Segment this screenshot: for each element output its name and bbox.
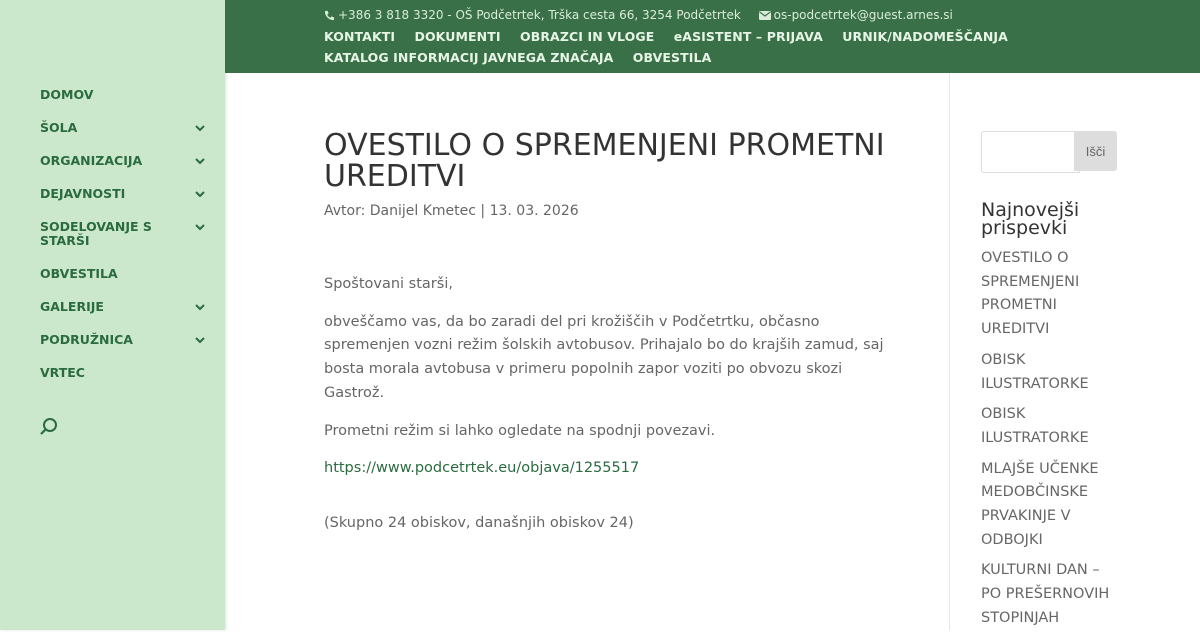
sidebar-item-obvestila[interactable] [40,267,210,281]
chevron-down-icon[interactable] [192,154,208,168]
sidebar-item-sodelovanje[interactable] [40,220,210,248]
nav-obrazci-in-vloge[interactable]: OBRAZCI IN VLOGE [519,29,655,44]
recent-post-link[interactable]: OVESTILO O SPREMENJENI PROMETNI UREDITVI [981,250,1080,338]
phone-address-text: +386 3 818 3320 - OŠ Podčetrtek, Trška cesta 66, 3254 Podčetrtek [338,8,741,22]
chevron-down-icon[interactable] [192,121,208,135]
sidebar-item-label: GALERIJE [40,299,104,314]
post-paragraph: obveščamo vas, da bo zaradi del pri krožiščih v Podčetrtku, občasno spremenjen vozni režim šolskih avtobusov. Prihajalo bo do krajših zamud, saj bosta morala avtobusa v primeru popolnih zapor voziti po obvozu skozi Gastrož. [324,313,884,401]
post-meta: Avtor: Danijel Kmetec | 13. 03. 2026 [324,203,579,219]
top-header-bar [225,0,1200,73]
sidebar-item-dejavnosti[interactable] [40,187,210,201]
sidebar-item-label: DEJAVNOSTI [40,186,126,201]
chevron-down-icon[interactable] [192,333,208,347]
post-body [324,273,904,536]
nav-obvestila[interactable]: OBVESTILA [632,50,712,65]
search-button[interactable]: Išči [1074,131,1117,171]
nav-urnik-nadomescanja[interactable]: URNIK/NADOMEŠČANJA [842,29,1008,44]
sidebar-divider [949,73,950,630]
post-link[interactable]: https://www.podcetrtek.eu/objava/1255517 [324,460,640,477]
sidebar-item-vrtec[interactable] [40,366,210,380]
nav-katalog-informacij[interactable]: KATALOG INFORMACIJ JAVNEGA ZNAČAJA [324,50,614,65]
nav-easistent-prijava[interactable]: eASISTENT – PRIJAVA [673,29,823,44]
top-nav-row-2 [324,50,726,65]
recent-post-link[interactable]: OBISK ILUSTRATORKE [981,351,1089,392]
sidebar-item-organizacija[interactable] [40,154,210,168]
sidebar-menu [40,88,210,399]
chevron-down-icon[interactable] [192,300,208,314]
sidebar-item-podruznica[interactable] [40,333,210,347]
email-link[interactable]: os-podcetrtek@guest.arnes.si [773,8,953,22]
sidebar-item-label: ŠOLA [40,120,78,135]
sidebar-item-label: ORGANIZACIJA [40,153,143,168]
sidebar-item-label: SODELOVANJE S STARŠI [40,219,152,248]
sidebar-item-label: DOMOV [40,87,94,102]
nav-kontakti[interactable]: KONTAKTI [324,29,396,44]
post-greeting: Spoštovani starši, [324,276,453,292]
visit-counter: (Skupno 24 obiskov, današnjih obiskov 24) [324,514,634,531]
phone-icon [324,10,335,21]
sidebar-item-sola[interactable] [40,121,210,135]
sidebar-item-label: VRTEC [40,365,85,380]
chevron-down-icon[interactable] [192,220,208,234]
recent-posts-heading: Najnovejši prispevki [981,199,1080,239]
post-article [324,125,904,550]
left-sidebar [0,0,225,630]
nav-dokumenti[interactable]: DOKUMENTI [414,29,501,44]
top-nav-row-1 [324,29,1023,44]
search-input[interactable] [981,131,1080,173]
recent-posts-list [981,247,1121,638]
recent-post-link[interactable]: KULTURNI DAN – PO PREŠERNOVIH STOPINJAH [981,562,1110,626]
post-paragraph: Prometni režim si lahko ogledate na spodnji povezavi. [324,422,716,439]
recent-post-link[interactable]: MLAJŠE UČENKE MEDOBČINSKE PRVAKINJE V ODBOJKI [981,460,1099,548]
recent-post-link[interactable]: OBISK ILUSTRATORKE [981,406,1089,446]
chevron-down-icon[interactable] [192,187,208,201]
contact-info [324,8,953,22]
sidebar-item-domov[interactable] [40,88,210,102]
sidebar-item-label: OBVESTILA [40,266,118,281]
envelope-icon [759,11,771,20]
search-icon[interactable] [38,416,60,438]
post-title: OVESTILO O SPREMENJENI PROMETNI UREDITVI [324,128,885,194]
sidebar-item-galerije[interactable] [40,300,210,314]
sidebar-item-label: PODRUŽNICA [40,332,133,347]
